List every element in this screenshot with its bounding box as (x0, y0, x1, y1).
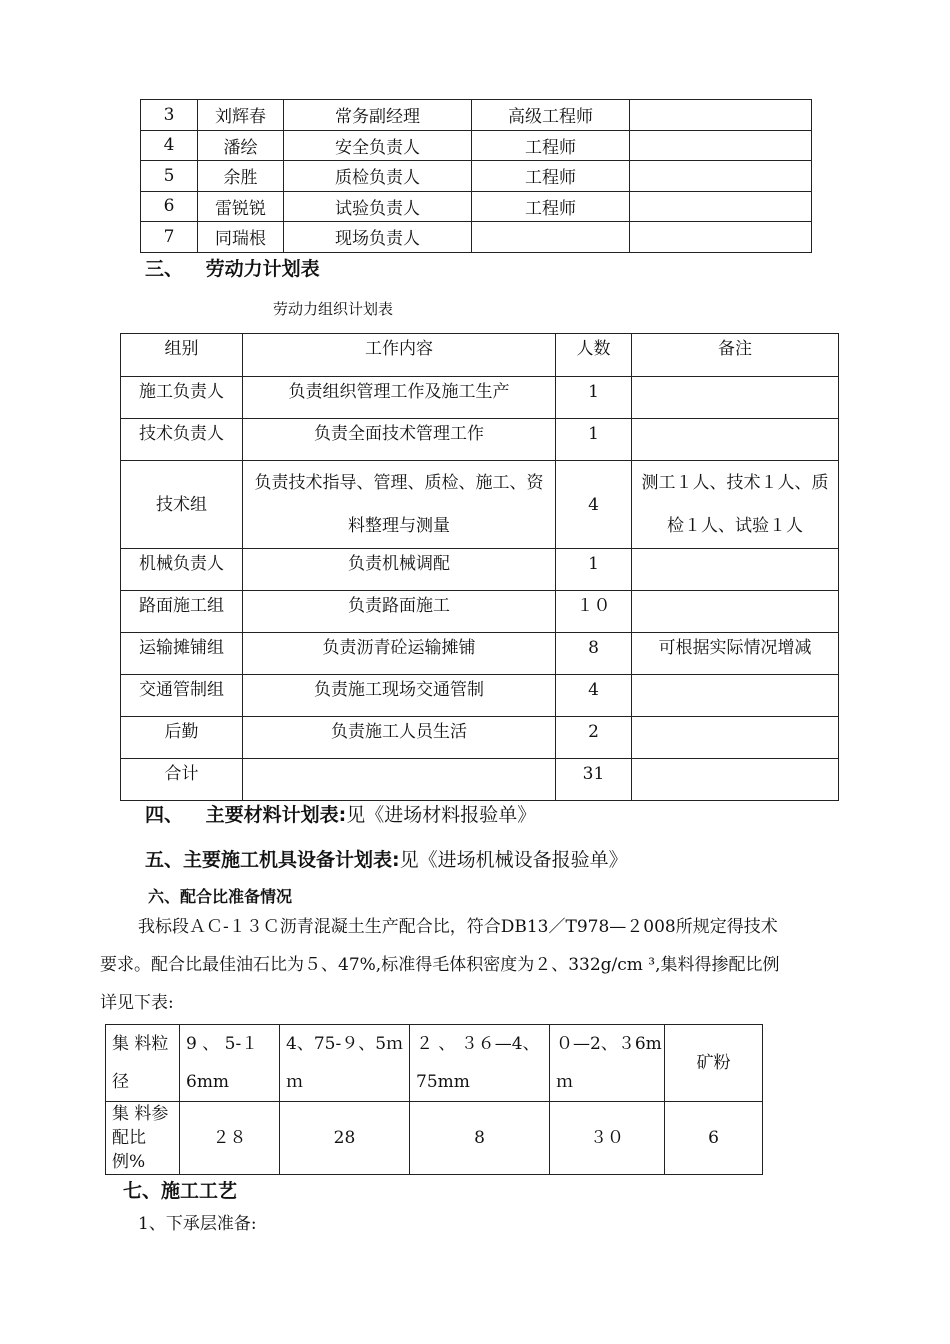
labor-cell: 路面施工组 (121, 591, 243, 633)
labor-row (121, 675, 839, 717)
labor-header-cell: 工作内容 (243, 334, 556, 377)
mix-row-label: 集 料参 配比例% (106, 1102, 180, 1175)
mix-ratio-cell: ２８ (180, 1102, 280, 1175)
staff-cell: 安全负责人 (284, 130, 472, 161)
labor-header-cell: 人数 (556, 334, 632, 377)
staff-cell: 6 (141, 191, 198, 222)
labor-cell: 负责沥青砼运输摊铺 (243, 633, 556, 675)
section-3-title: 劳动力计划表 (205, 258, 320, 280)
staff-cell (630, 191, 812, 222)
labor-cell: 4 (556, 461, 632, 549)
staff-row (141, 222, 812, 253)
mix-size-cell: ０—2、３6mｍ (550, 1025, 665, 1102)
labor-cell: 负责组织管理工作及施工生产 (243, 377, 556, 419)
section-3-number: 三、 (145, 258, 184, 280)
labor-cell (632, 591, 839, 633)
staff-cell: 雷锐锐 (198, 191, 284, 222)
mix-size-cell: ２ 、 ３６—4、75mm (410, 1025, 550, 1102)
labor-cell: 负责路面施工 (243, 591, 556, 633)
labor-row (121, 591, 839, 633)
labor-header-cell: 备注 (632, 334, 839, 377)
labor-cell: 运输摊铺组 (121, 633, 243, 675)
labor-cell (243, 759, 556, 801)
labor-cell: １０ (556, 591, 632, 633)
labor-header-row (121, 334, 839, 377)
staff-cell: 4 (141, 130, 198, 161)
mix-ratio-cell: 6 (665, 1102, 763, 1175)
mix-paragraph-line-3: 详见下表: (100, 993, 174, 1013)
labor-cell: 8 (556, 633, 632, 675)
mix-size-cell: 矿粉 (665, 1025, 763, 1102)
staff-cell (630, 222, 812, 253)
staff-cell: 刘辉春 (198, 100, 284, 131)
labor-cell: 负责施工人员生活 (243, 717, 556, 759)
staff-cell: 质检负责人 (284, 161, 472, 192)
labor-row (121, 461, 839, 549)
labor-cell: 2 (556, 717, 632, 759)
labor-cell: 测工１人、技术１人、质检１人、试验１人 (632, 461, 839, 549)
labor-cell: 4 (556, 675, 632, 717)
labor-cell (632, 549, 839, 591)
labor-table-caption: 劳动力组织计划表 (273, 300, 394, 318)
section-4-text: 见《进场材料报验单》 (346, 804, 537, 826)
staff-cell: 工程师 (472, 130, 630, 161)
section-4-number: 四、 (145, 804, 184, 826)
labor-table (120, 333, 839, 801)
labor-row (121, 377, 839, 419)
mix-ratio-cell: 28 (280, 1102, 410, 1175)
staff-row (141, 191, 812, 222)
staff-cell (630, 100, 812, 131)
section-4-title: 主要材料计划表: (205, 804, 347, 826)
labor-cell: 可根据实际情况增减 (632, 633, 839, 675)
section-5-heading (145, 845, 628, 872)
labor-cell: 负责技术指导、管理、质检、施工、资料整理与测量 (243, 461, 556, 549)
labor-cell: 合计 (121, 759, 243, 801)
labor-cell (632, 675, 839, 717)
staff-row (141, 161, 812, 192)
labor-cell: 1 (556, 419, 632, 461)
mix-ratio-cell: ３０ (550, 1102, 665, 1175)
staff-cell: 高级工程师 (472, 100, 630, 131)
labor-cell: 31 (556, 759, 632, 801)
labor-cell: 1 (556, 377, 632, 419)
labor-row (121, 419, 839, 461)
staff-row (141, 130, 812, 161)
labor-cell: 后勤 (121, 717, 243, 759)
labor-cell: 交通管制组 (121, 675, 243, 717)
staff-row (141, 100, 812, 131)
mix-ratio-table (105, 1024, 763, 1175)
labor-cell (632, 717, 839, 759)
staff-cell: 试验负责人 (284, 191, 472, 222)
section-6-heading: 六、配合比准备情况 (148, 887, 293, 906)
staff-cell: 现场负责人 (284, 222, 472, 253)
labor-cell: 施工负责人 (121, 377, 243, 419)
labor-cell (632, 419, 839, 461)
mix-ratio-cell: 8 (410, 1102, 550, 1175)
labor-cell: 机械负责人 (121, 549, 243, 591)
staff-cell: 5 (141, 161, 198, 192)
mix-size-cell: 4、75-９、5ｍｍ (280, 1025, 410, 1102)
section-4-heading (145, 800, 536, 827)
item-1-text: 1、下承层准备: (138, 1214, 257, 1234)
staff-cell (630, 161, 812, 192)
labor-row (121, 717, 839, 759)
staff-cell: 7 (141, 222, 198, 253)
section-7-heading: 七、施工工艺 (123, 1180, 238, 1202)
staff-cell: 工程师 (472, 161, 630, 192)
labor-cell: 负责机械调配 (243, 549, 556, 591)
labor-cell: 负责全面技术管理工作 (243, 419, 556, 461)
mix-header-label: 集 料粒径 (106, 1025, 180, 1102)
labor-cell: 技术负责人 (121, 419, 243, 461)
section-3-heading (145, 254, 320, 281)
staff-cell: 潘绘 (198, 130, 284, 161)
mix-paragraph-line-1: 我标段ＡＣ-１３Ｃ沥青混凝土生产配合比，符合DB13／T978—２008所规定得技术 (138, 917, 778, 937)
staff-table (140, 99, 812, 253)
labor-row (121, 633, 839, 675)
section-5-text: 见《进场机械设备报验单》 (399, 849, 628, 871)
mix-size-cell: 9 、 5-１6mm (180, 1025, 280, 1102)
mix-paragraph-line-2: 要求。配合比最佳油石比为５、47%,标准得毛体积密度为２、332g/cm ³,集料得掺配比例 (100, 955, 780, 975)
labor-row (121, 549, 839, 591)
labor-cell: 技术组 (121, 461, 243, 549)
staff-cell: 工程师 (472, 191, 630, 222)
labor-cell: 负责施工现场交通管制 (243, 675, 556, 717)
labor-cell: 1 (556, 549, 632, 591)
staff-cell (630, 130, 812, 161)
labor-cell (632, 759, 839, 801)
staff-cell: 余胜 (198, 161, 284, 192)
section-5-title: 五、主要施工机具设备计划表: (145, 849, 400, 871)
staff-cell: 常务副经理 (284, 100, 472, 131)
staff-cell: 3 (141, 100, 198, 131)
labor-cell (632, 377, 839, 419)
labor-row (121, 759, 839, 801)
staff-cell (472, 222, 630, 253)
labor-header-cell: 组别 (121, 334, 243, 377)
staff-cell: 同瑞根 (198, 222, 284, 253)
